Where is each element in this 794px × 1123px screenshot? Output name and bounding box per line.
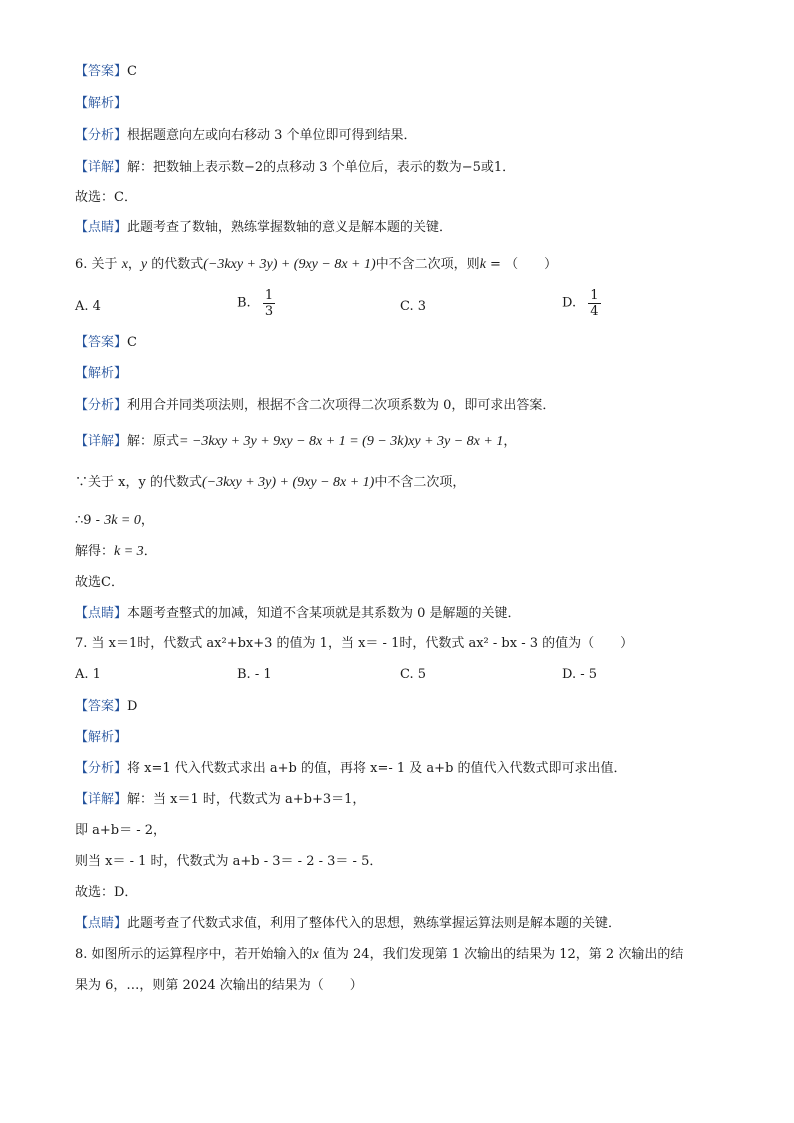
q6-option-d: D. $\frac{1}{4}$: [562, 288, 599, 319]
q7-dianjing-line: 【点睛】此题考查了代数式求值，利用了整体代入的思想，熟练掌握运算法则是解本题的关键．: [75, 916, 622, 931]
q7-option-c: C. 5: [400, 667, 427, 682]
q6-expression: (−3kxy + 3y) + (9xy − 8x + 1): [203, 257, 376, 272]
q6-dianjing-line: 【点睛】本题考查整式的加减，知道不含某项就是其系数为 0 是解题的关键．: [75, 606, 521, 621]
q7-stem: 7. 当 x＝1时，代数式 ax²+bx+3 的值为 1，当 x＝ - 1时，代数式 ax² - bx - 3 的值为（ ）: [75, 636, 634, 651]
fraction: $\frac{1}{4}$: [590, 288, 599, 319]
q6-conclusion: 故选C．: [75, 575, 124, 590]
q5-analysis-tag: 【解析】: [75, 96, 128, 111]
q5-fenxi-line: 【分析】根据题意向左或向右移动 3 个单位即可得到结果．: [75, 128, 417, 143]
q6-option-a: A. 4: [75, 299, 101, 314]
q8-stem-line2: 果为 6，…，则第 2024 次输出的结果为（ ）: [75, 978, 363, 993]
q6-step2: ∵关于 x，y 的代数式(−3kxy + 3y) + (9xy − 8x + 1)中不含二次项，: [75, 475, 466, 490]
q5-dianjing-line: 【点睛】此题考查了数轴，熟练掌握数轴的意义是解本题的关键．: [75, 220, 453, 235]
q7-step2: 即 a+b＝ - 2，: [75, 823, 167, 838]
q7-xiangjie-line: 【详解】解：当 x＝1 时，代数式为 a+b+3＝1，: [75, 792, 366, 807]
q7-option-d: D. - 5: [562, 667, 598, 682]
answer-value: C: [127, 64, 137, 79]
q6-fenxi-line: 【分析】利用合并同类项法则，根据不含二次项得二次项系数为 0，即可求出答案．: [75, 398, 556, 413]
q8-stem-line1: 8. 如图所示的运算程序中，若开始输入的x 值为 24，我们发现第 1 次输出的结果为 12，第 2 次输出的结: [75, 947, 684, 962]
q5-xiangjie-line: 【详解】解：把数轴上表示数−2的点移动 3 个单位后，表示的数为−5或1．: [75, 160, 516, 175]
q6-option-b: B. $\frac{1}{3}$: [237, 288, 274, 319]
q7-fenxi-line: 【分析】将 x=1 代入代数式求出 a+b 的值，再将 x=- 1 及 a+b 的值代入代数式即可求出值．: [75, 761, 627, 776]
fraction: $\frac{1}{3}$: [264, 288, 274, 319]
q5-conclusion: 故选：C．: [75, 190, 137, 205]
q7-option-b: B. - 1: [237, 667, 272, 682]
q7-step3: 则当 x＝ - 1 时，代数式为 a+b - 3＝ - 2 - 3＝ - 5．: [75, 854, 383, 869]
answer-tag: 【答案】: [75, 64, 128, 79]
q7-option-a: A. 1: [75, 667, 101, 682]
q7-analysis-tag: 【解析】: [75, 730, 128, 745]
q7-conclusion: 故选：D．: [75, 885, 138, 900]
q6-stem: 6. 关于 x，y 的代数式(−3kxy + 3y) + (9xy − 8x + 1)中不含二次项，则k = （ ）: [75, 257, 558, 272]
q6-step4: 解得：k = 3．: [75, 544, 157, 559]
q6-option-c: C. 3: [400, 299, 427, 314]
q5-answer-line: [75, 63, 137, 81]
q6-answer-line: 【答案】C: [75, 335, 137, 350]
q6-step3: ∴9 - 3k = 0，: [75, 513, 154, 528]
q6-xiangjie-line: 【详解】解：原式= −3kxy + 3y + 9xy − 8x + 1 = (9 − 3k)xy + 3y − 8x + 1，: [75, 434, 517, 449]
q6-analysis-tag: 【解析】: [75, 366, 128, 381]
q7-answer-line: 【答案】D: [75, 699, 138, 714]
